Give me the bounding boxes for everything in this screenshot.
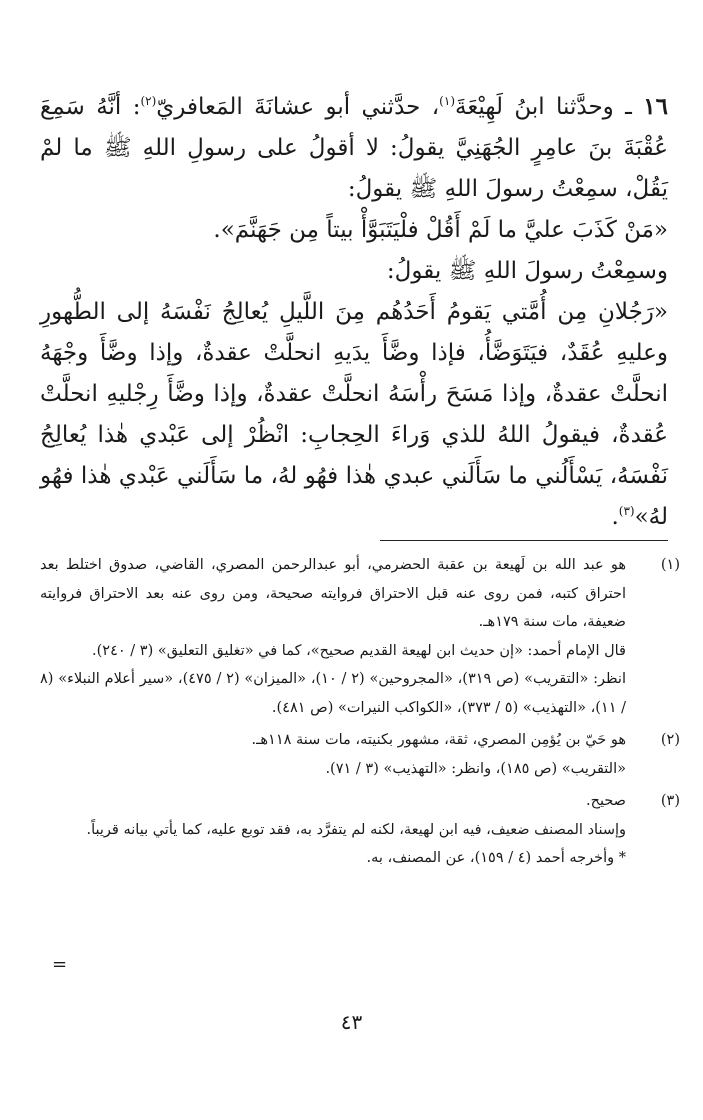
footnote-paragraph: * وأخرجه أحمد (٤ / ١٥٩)، عن المصنف، به. bbox=[366, 850, 626, 866]
hadith-intro-paragraph: وسمِعْتُ رسولَ اللهِ ﷺ يقولُ: bbox=[386, 258, 668, 284]
footnote-paragraph: هو عبد الله بن لَهيعة بن عقبة الحضرمي، أبو عبدالرحمن المصري، القاضي، صدوق اختلط بعد احتراق كتبه، فمن روى عنه قبل الاحتراق فروايته صحيحة، ومن روى عنه بعد الاحتراق فروايته ضعيفة، مات سنة ١٧٩هـ. bbox=[40, 557, 626, 630]
footnote-1 bbox=[40, 551, 680, 722]
footnote-number: (٢) bbox=[660, 732, 680, 748]
footnote-paragraph: وإسناد المصنف ضعيف، فيه ابن لهيعة، لكنه لم يتفرَّد به، فقد توبع عليه، كما يأتي بيانه قريباً. bbox=[86, 821, 626, 838]
footnotes-section bbox=[40, 551, 680, 877]
hadith-matn-paragraph: «مَنْ كَذَبَ عليَّ ما لَمْ أَقُلْ فلْيَتَبَوَّأْ بيتاً مِن جَهَنَّمَ». bbox=[213, 217, 668, 243]
hadith-isnad-paragraph bbox=[40, 86, 668, 210]
footnote-paragraph: هو حَيّ بن يُؤمِن المصري، ثقة، مشهور بكنيته، مات سنة ١١٨هـ. bbox=[251, 732, 626, 748]
continuation-mark: = bbox=[52, 954, 68, 975]
page-number: ٤٣ bbox=[340, 1010, 363, 1034]
footnote-separator bbox=[380, 540, 668, 541]
hadith-number: ١٦ bbox=[643, 93, 669, 120]
footnote-2 bbox=[40, 726, 680, 783]
hadith-text-segment: ـ وحدَّثنا ابنُ لَهِيْعَةَ bbox=[455, 94, 632, 120]
footnote-paragraph: قال الإمام أحمد: «إن حديث ابن لهيعة القديم صحيح»، كما في «تغليق التعليق» (٣ / ٢٤٠). bbox=[92, 642, 626, 659]
footnote-3 bbox=[40, 787, 680, 873]
footnote-paragraph: انظر: «التقريب» (ص ٣١٩)، «المجروحين» (٢ / ١٠)، «الميزان» (٢ / ٤٧٥)، «سير أعلام النبلاء» (٨ / ١١)، «التهذيب» (٥ / ٣٧٣)، «الكواكب النيرات» (ص ٤٨١). bbox=[40, 671, 626, 716]
footnote-ref-2[interactable]: (٢) bbox=[140, 94, 157, 108]
hadith-text bbox=[40, 86, 668, 538]
footnote-number: (٣) bbox=[660, 793, 680, 809]
hadith-text-segment: : أنَّهُ سَمِعَ عُقْبَةَ بنَ عامِرٍ الجُهَنِيَّ يقولُ: لا أقولُ على رسولِ اللهِ ﷺ ما لمْ يَقُلْ، سمِعْتُ رسولَ اللهِ ﷺ يقولُ: bbox=[40, 94, 668, 202]
hadith-text-segment: «رَجُلانِ مِن أُمَّتي يَقومُ أَحَدُهُم مِنَ اللَّيلِ يُعالِجُ نَفْسَهُ إلى الطُّهورِ وعليهِ عُقَدٌ، فيَتَوَضَّأُ، فإذا وضَّأَ يدَيهِ انحلَّتْ عقدةٌ، وإذا وضَّأَ وجْهَهُ انحلَّتْ عقدةٌ، وإذا مَسَحَ رأْسَهُ انحلَّتْ عقدةٌ، وإذا وضَّأَ رِجْليهِ انحلَّتْ عُقدةٌ، فيقولُ اللهُ للذي وَراءَ الحِجابِ: انْظُرْ إلى عَبْدي هٰذا يُعالِجُ نَفْسَهُ، يَسْأَلُني ما سَأَلَني عبدي هٰذا فهُو لهُ، ما سَأَلَني عَبْدي هٰذا فهُو لهُ» bbox=[40, 299, 668, 530]
hadith-text-segment: ، حدَّثني أبو عشانَةَ المَعافريّ bbox=[156, 94, 440, 120]
footnote-paragraph: صحيح. bbox=[585, 793, 626, 809]
footnote-paragraph: «التقريب» (ص ١٨٥)، وانظر: «التهذيب» (٣ / ٧١). bbox=[325, 760, 626, 777]
footnote-number: (١) bbox=[660, 557, 680, 573]
footnote-ref-1[interactable]: (١) bbox=[439, 94, 455, 108]
hadith-matn-paragraph: «رَجُلانِ مِن أُمَّتي يَقومُ أَحَدُهُم مِنَ اللَّيلِ يُعالِجُ نَفْسَهُ إلى الطُّهورِ وعليهِ عُقَدٌ، فيَتَوَضَّأُ، فإذا وضَّأَ يدَيهِ انحلَّتْ عقدةٌ، وإذا وضَّأَ وجْهَهُ انحلَّتْ عقدةٌ، وإذا مَسَحَ رأْسَهُ انحلَّتْ عقدةٌ، وإذا وضَّأَ رِجْليهِ انحلَّتْ عُقدةٌ، فيقولُ اللهُ للذي وَراءَ الحِجابِ: انْظُرْ إلى عَبْدي هٰذا يُعالِجُ نَفْسَهُ، يَسْأَلُني ما سَأَلَني عبدي هٰذا فهُو لهُ، ما سَأَلَني عَبْدي هٰذا فهُو لهُ»$^{(٣)}$. bbox=[40, 299, 668, 530]
footnote-ref-3[interactable]: (٣) bbox=[618, 504, 635, 518]
